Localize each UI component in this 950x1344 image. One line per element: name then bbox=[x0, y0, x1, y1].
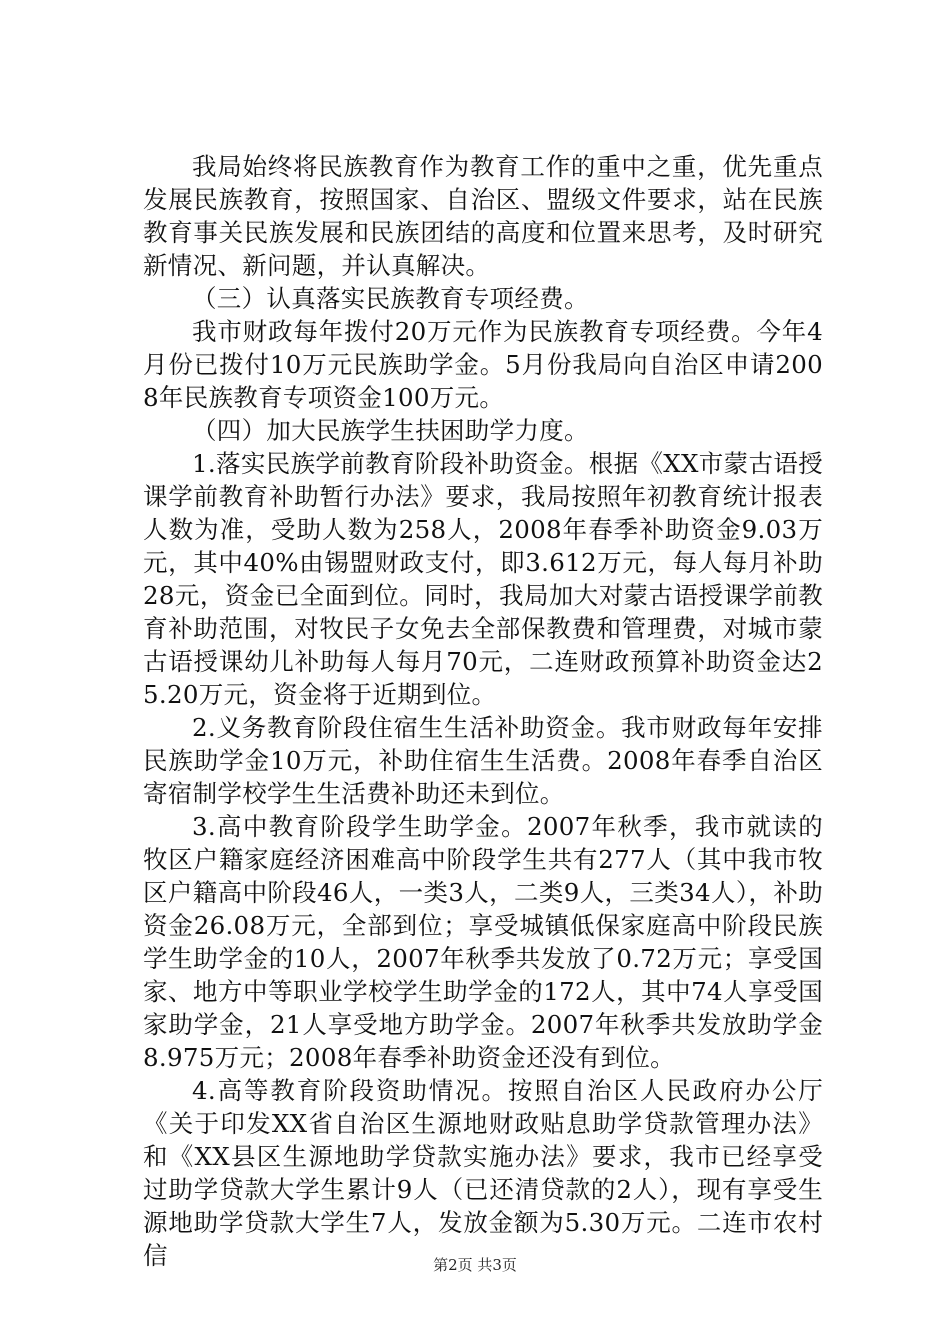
paragraph-higher-education: 4.高等教育阶段资助情况。按照自治区人民政府办公厅《关于印发XX省自治区生源地财政贴息助学贷款管理办法》和《XX县区生源地助学贷款实施办法》要求，我市已经享受过助学贷款大学生累计9人（已还清贷款的2人），现有享受生源地助学贷款大学生7人，发放金额为5.30万元。二连市农村信 bbox=[143, 1076, 823, 1270]
document-body bbox=[143, 150, 823, 1272]
section-heading-4: （四）加大民族学生扶困助学力度。 bbox=[192, 416, 589, 445]
section-heading-3: （三）认真落实民族教育专项经费。 bbox=[192, 284, 589, 313]
paragraph-compulsory-boarding: 2.义务教育阶段住宿生生活补助资金。我市财政每年安排民族助学金10万元，补助住宿生生活费。2008年春季自治区寄宿制学校学生生活费补助还未到位。 bbox=[143, 713, 823, 808]
page-number-footer: 第2页 共3页 bbox=[433, 1256, 517, 1274]
paragraph-intro: 我局始终将民族教育作为教育工作的重中之重，优先重点发展民族教育，按照国家、自治区、盟级文件要求，站在民族教育事关民族发展和民族团结的高度和位置来思考，及时研究新情况、新问题，并认真解决。 bbox=[143, 152, 823, 280]
paragraph-high-school-grants: 3.高中教育阶段学生助学金。2007年秋季，我市就读的牧区户籍家庭经济困难高中阶段学生共有277人（其中我市牧区户籍高中阶段46人，一类3人，二类9人，三类34人），补助资金26.08万元，全部到位；享受城镇低保家庭高中阶段民族学生助学金的10人，2007年秋季共发放了0.72万元；享受国家、地方中等职业学校学生助学金的172人，其中74人享受国家助学金，21人享受地方助学金。2007年秋季共发放助学金8.975万元；2008年春季补助资金还没有到位。 bbox=[143, 812, 823, 1072]
paragraph-preschool-subsidy: 1.落实民族学前教育阶段补助资金。根据《XX市蒙古语授课学前教育补助暂行办法》要求，我局按照年初教育统计报表人数为准，受助人数为258人，2008年春季补助资金9.03万元，其中40%由锡盟财政支付，即3.612万元，每人每月补助28元，资金已全面到位。同时，我局加大对蒙古语授课学前教育补助范围，对牧民子女免去全部保教费和管理费，对城市蒙古语授课幼儿补助每人每月70元，二连财政预算补助资金达25.20万元，资金将于近期到位。 bbox=[143, 449, 823, 709]
paragraph-special-funds: 我市财政每年拨付20万元作为民族教育专项经费。今年4月份已拨付10万元民族助学金。5月份我局向自治区申请2008年民族教育专项资金100万元。 bbox=[143, 317, 823, 412]
